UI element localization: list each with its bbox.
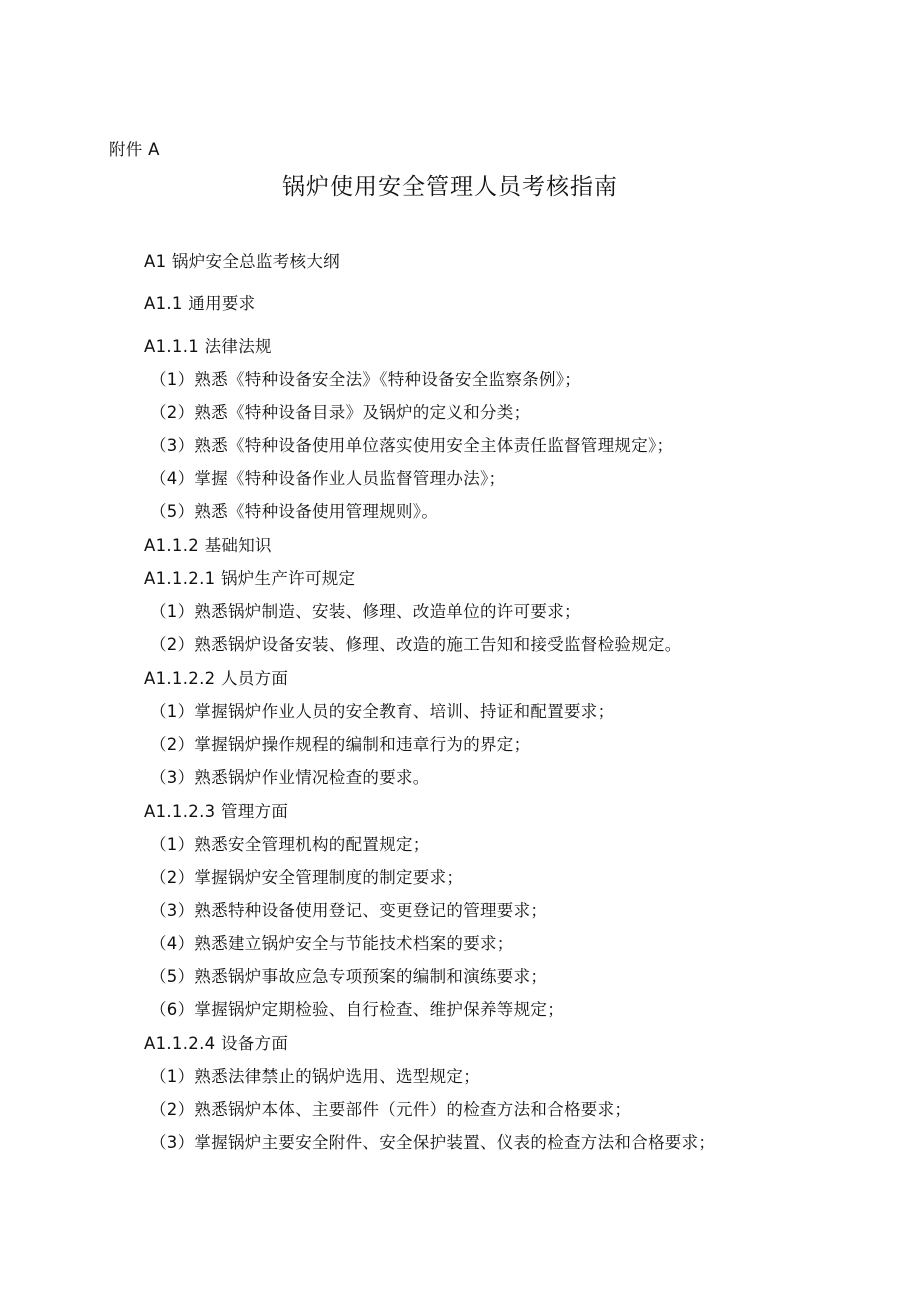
list-item: （3）掌握锅炉主要安全附件、安全保护装置、仪表的检查方法和合格要求； xyxy=(150,1133,716,1152)
annex-label: 附件 A xyxy=(109,140,160,159)
list-item: （3）熟悉锅炉作业情况检查的要求。 xyxy=(150,768,430,787)
list-item: （2）掌握锅炉操作规程的编制和违章行为的界定； xyxy=(150,735,531,754)
document-title: 锅炉使用安全管理人员考核指南 xyxy=(282,174,618,200)
list-item: （5）熟悉《特种设备使用管理规则》。 xyxy=(150,502,439,521)
section-heading: A1.1.1 法律法规 xyxy=(144,337,272,356)
list-item: （3）熟悉《特种设备使用单位落实使用安全主体责任监督管理规定》； xyxy=(150,436,674,455)
section-heading: A1.1.2 基础知识 xyxy=(144,536,272,555)
section-heading: A1.1.2.2 人员方面 xyxy=(144,669,289,688)
list-item: （1）掌握锅炉作业人员的安全教育、培训、持证和配置要求； xyxy=(150,702,615,721)
list-item: （1）熟悉安全管理机构的配置规定； xyxy=(150,835,430,854)
list-item: （4）熟悉建立锅炉安全与节能技术档案的要求； xyxy=(150,934,514,953)
section-heading: A1.1.2.4 设备方面 xyxy=(144,1034,289,1053)
list-item: （4）掌握《特种设备作业人员监督管理办法》； xyxy=(150,469,506,488)
list-item: （5）熟悉锅炉事故应急专项预案的编制和演练要求； xyxy=(150,967,548,986)
list-item: （2）熟悉锅炉设备安装、修理、改造的施工告知和接受监督检验规定。 xyxy=(150,635,682,654)
section-heading: A1.1 通用要求 xyxy=(144,294,256,313)
section-heading: A1.1.2.3 管理方面 xyxy=(144,802,289,821)
list-item: （2）掌握锅炉安全管理制度的制定要求； xyxy=(150,868,464,887)
list-item: （3）熟悉特种设备使用登记、变更登记的管理要求； xyxy=(150,901,548,920)
list-item: （1）熟悉法律禁止的锅炉选用、选型规定； xyxy=(150,1067,480,1086)
list-item: （6）掌握锅炉定期检验、自行检查、维护保养等规定； xyxy=(150,1000,564,1019)
section-heading: A1 锅炉安全总监考核大纲 xyxy=(144,252,340,271)
list-item: （2）熟悉《特种设备目录》及锅炉的定义和分类； xyxy=(150,403,531,422)
list-item: （1）熟悉《特种设备安全法》《特种设备安全监察条例》； xyxy=(150,370,582,389)
list-item: （2）熟悉锅炉本体、主要部件（元件）的检查方法和合格要求； xyxy=(150,1100,632,1119)
section-heading: A1.1.2.1 锅炉生产许可规定 xyxy=(144,569,356,588)
list-item: （1）熟悉锅炉制造、安装、修理、改造单位的许可要求； xyxy=(150,602,581,621)
